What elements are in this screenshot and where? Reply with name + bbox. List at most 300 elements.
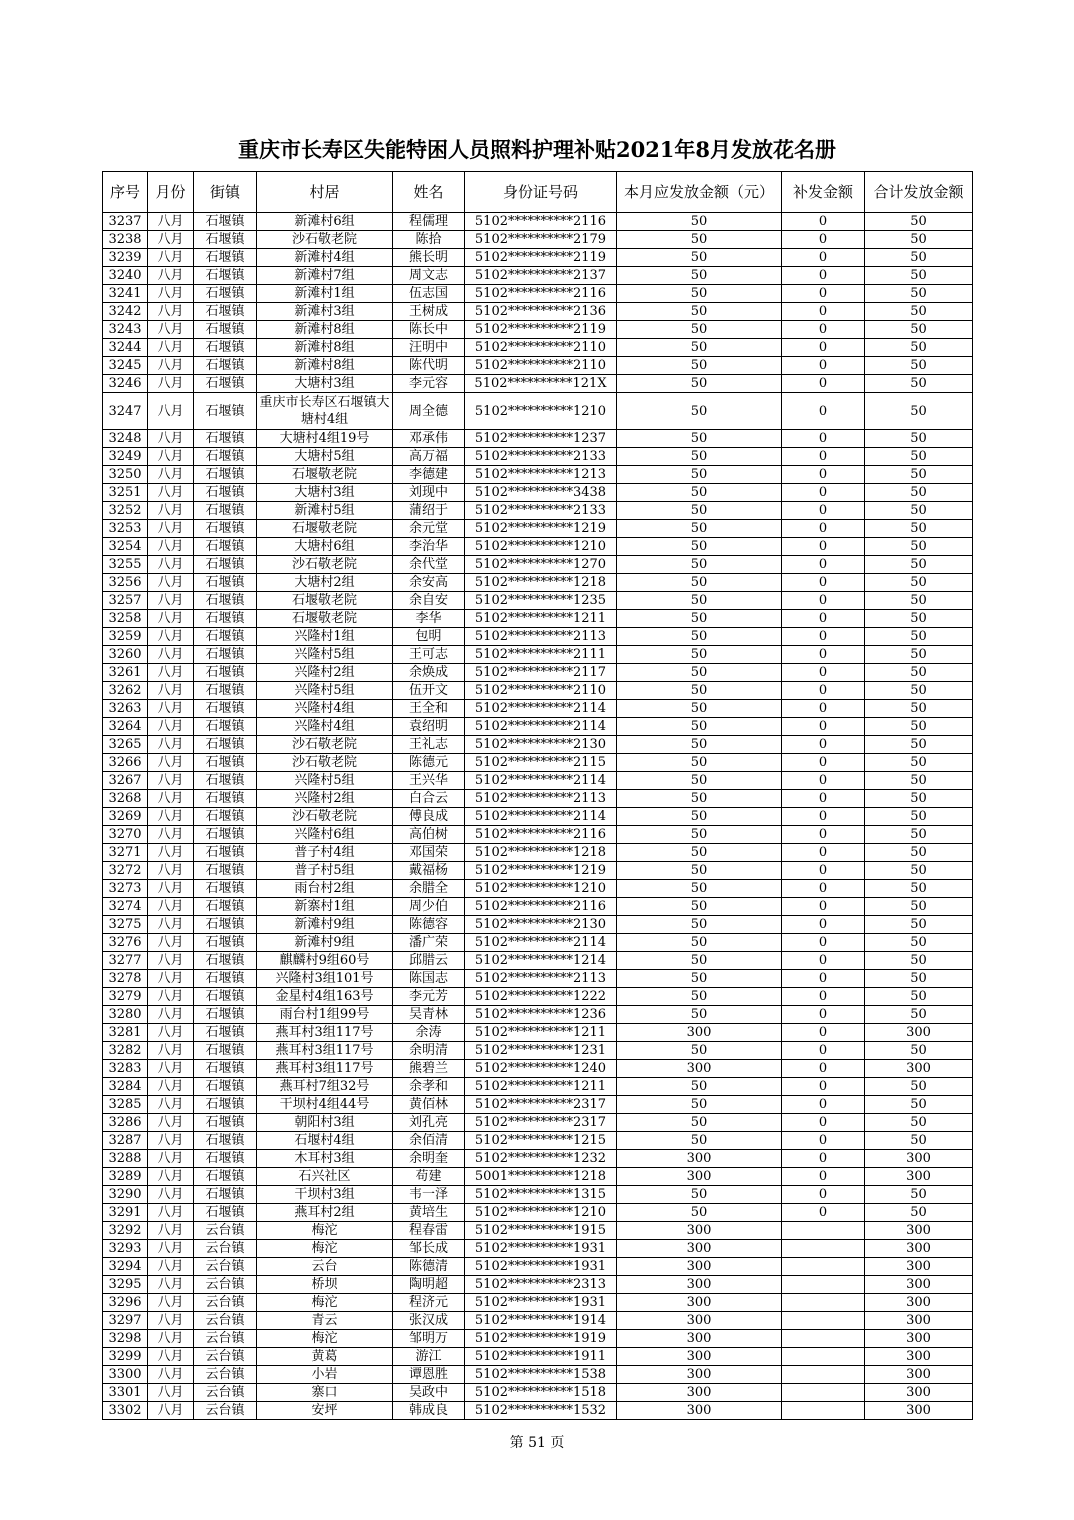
cell-town: 石堰镇 <box>194 646 257 664</box>
table-row <box>103 772 973 790</box>
cell-total-amount: 50 <box>865 754 973 772</box>
cell-id-number: 5102**********1518 <box>465 1384 617 1402</box>
cell-name: 余腊全 <box>393 880 465 898</box>
cell-town: 石堰镇 <box>194 484 257 502</box>
cell-month: 八月 <box>148 916 194 934</box>
cell-amount-due: 50 <box>617 898 782 916</box>
cell-total-amount: 50 <box>865 375 973 393</box>
table-row <box>103 303 973 321</box>
cell-month: 八月 <box>148 772 194 790</box>
cell-village: 沙石敬老院 <box>257 556 393 574</box>
cell-town: 石堰镇 <box>194 898 257 916</box>
cell-amount-due: 50 <box>617 1096 782 1114</box>
cell-month: 八月 <box>148 1006 194 1024</box>
cell-village: 金星村4组163号 <box>257 988 393 1006</box>
cell-name: 余孝和 <box>393 1078 465 1096</box>
cell-name: 韦一泽 <box>393 1186 465 1204</box>
cell-town: 石堰镇 <box>194 790 257 808</box>
table-row <box>103 718 973 736</box>
cell-id-number: 5102**********2111 <box>465 646 617 664</box>
cell-reissue-amount: 0 <box>782 285 865 303</box>
cell-id-number: 5102**********1211 <box>465 1078 617 1096</box>
cell-month: 八月 <box>148 808 194 826</box>
cell-month: 八月 <box>148 754 194 772</box>
cell-total-amount: 50 <box>865 484 973 502</box>
cell-name: 余安高 <box>393 574 465 592</box>
cell-town: 石堰镇 <box>194 285 257 303</box>
cell-seq: 3246 <box>103 375 148 393</box>
cell-month: 八月 <box>148 375 194 393</box>
cell-amount-due: 50 <box>617 1132 782 1150</box>
cell-reissue-amount: 0 <box>782 267 865 285</box>
cell-seq: 3301 <box>103 1384 148 1402</box>
header-town: 街镇 <box>194 172 257 213</box>
cell-name: 程儒理 <box>393 213 465 231</box>
cell-town: 石堰镇 <box>194 321 257 339</box>
cell-reissue-amount <box>782 1330 865 1348</box>
cell-id-number: 5102**********1931 <box>465 1258 617 1276</box>
cell-name: 王礼志 <box>393 736 465 754</box>
cell-village: 兴隆村3组101号 <box>257 970 393 988</box>
cell-total-amount: 50 <box>865 610 973 628</box>
cell-town: 云台镇 <box>194 1294 257 1312</box>
cell-id-number: 5102**********1915 <box>465 1222 617 1240</box>
table-row <box>103 952 973 970</box>
cell-seq: 3290 <box>103 1186 148 1204</box>
cell-village: 青云 <box>257 1312 393 1330</box>
cell-amount-due: 50 <box>617 934 782 952</box>
cell-village: 寨口 <box>257 1384 393 1402</box>
table-row <box>103 862 973 880</box>
cell-village: 燕耳村7组32号 <box>257 1078 393 1096</box>
cell-town: 云台镇 <box>194 1258 257 1276</box>
cell-town: 石堰镇 <box>194 1096 257 1114</box>
cell-village: 重庆市长寿区石堰镇大塘村4组 <box>257 393 393 430</box>
cell-amount-due: 50 <box>617 790 782 808</box>
cell-month: 八月 <box>148 988 194 1006</box>
table-row <box>103 700 973 718</box>
cell-id-number: 5001**********1218 <box>465 1168 617 1186</box>
cell-total-amount: 50 <box>865 1078 973 1096</box>
cell-id-number: 5102**********2115 <box>465 754 617 772</box>
cell-total-amount: 50 <box>865 808 973 826</box>
cell-reissue-amount: 0 <box>782 592 865 610</box>
cell-total-amount: 50 <box>865 844 973 862</box>
cell-month: 八月 <box>148 1366 194 1384</box>
cell-total-amount: 50 <box>865 556 973 574</box>
cell-town: 石堰镇 <box>194 934 257 952</box>
table-row <box>103 1294 973 1312</box>
cell-seq: 3276 <box>103 934 148 952</box>
table-row <box>103 448 973 466</box>
cell-amount-due: 300 <box>617 1060 782 1078</box>
cell-village: 普子村4组 <box>257 844 393 862</box>
cell-amount-due: 50 <box>617 826 782 844</box>
cell-seq: 3298 <box>103 1330 148 1348</box>
table-row <box>103 646 973 664</box>
cell-total-amount: 300 <box>865 1168 973 1186</box>
cell-name: 陶明超 <box>393 1276 465 1294</box>
cell-reissue-amount: 0 <box>782 952 865 970</box>
cell-town: 石堰镇 <box>194 538 257 556</box>
cell-seq: 3260 <box>103 646 148 664</box>
cell-month: 八月 <box>148 1384 194 1402</box>
cell-reissue-amount: 0 <box>782 790 865 808</box>
cell-id-number: 5102**********1210 <box>465 880 617 898</box>
cell-name: 傅良成 <box>393 808 465 826</box>
cell-reissue-amount <box>782 1294 865 1312</box>
cell-village: 兴隆村4组 <box>257 700 393 718</box>
cell-amount-due: 50 <box>617 754 782 772</box>
cell-month: 八月 <box>148 1204 194 1222</box>
cell-seq: 3300 <box>103 1366 148 1384</box>
cell-amount-due: 50 <box>617 484 782 502</box>
cell-seq: 3251 <box>103 484 148 502</box>
header-seq: 序号 <box>103 172 148 213</box>
cell-total-amount: 50 <box>865 1006 973 1024</box>
cell-reissue-amount: 0 <box>782 988 865 1006</box>
cell-amount-due: 50 <box>617 466 782 484</box>
cell-seq: 3291 <box>103 1204 148 1222</box>
cell-reissue-amount: 0 <box>782 1078 865 1096</box>
cell-amount-due: 50 <box>617 682 782 700</box>
cell-name: 邹长成 <box>393 1240 465 1258</box>
cell-seq: 3299 <box>103 1348 148 1366</box>
cell-village: 新寨村1组 <box>257 898 393 916</box>
cell-id-number: 5102**********1911 <box>465 1348 617 1366</box>
cell-reissue-amount: 0 <box>782 1132 865 1150</box>
cell-reissue-amount: 0 <box>782 844 865 862</box>
cell-reissue-amount <box>782 1258 865 1276</box>
cell-month: 八月 <box>148 736 194 754</box>
cell-town: 石堰镇 <box>194 844 257 862</box>
cell-month: 八月 <box>148 1294 194 1312</box>
cell-amount-due: 50 <box>617 448 782 466</box>
cell-total-amount: 50 <box>865 538 973 556</box>
cell-id-number: 5102**********2179 <box>465 231 617 249</box>
cell-month: 八月 <box>148 303 194 321</box>
cell-id-number: 5102**********1931 <box>465 1240 617 1258</box>
cell-month: 八月 <box>148 880 194 898</box>
table-row <box>103 1060 973 1078</box>
table-row <box>103 1348 973 1366</box>
cell-id-number: 5102**********1538 <box>465 1366 617 1384</box>
cell-seq: 3259 <box>103 628 148 646</box>
cell-id-number: 5102**********1232 <box>465 1150 617 1168</box>
cell-seq: 3280 <box>103 1006 148 1024</box>
table-row <box>103 970 973 988</box>
cell-total-amount: 300 <box>865 1330 973 1348</box>
cell-id-number: 5102**********2114 <box>465 700 617 718</box>
cell-amount-due: 50 <box>617 357 782 375</box>
cell-amount-due: 50 <box>617 610 782 628</box>
cell-reissue-amount <box>782 1384 865 1402</box>
cell-id-number: 5102**********2116 <box>465 285 617 303</box>
cell-reissue-amount <box>782 1222 865 1240</box>
cell-name: 周文志 <box>393 267 465 285</box>
cell-village: 兴隆村2组 <box>257 664 393 682</box>
cell-month: 八月 <box>148 1168 194 1186</box>
cell-seq: 3289 <box>103 1168 148 1186</box>
table-row <box>103 934 973 952</box>
cell-name: 余元堂 <box>393 520 465 538</box>
cell-amount-due: 50 <box>617 520 782 538</box>
cell-amount-due: 300 <box>617 1150 782 1168</box>
cell-amount-due: 50 <box>617 430 782 448</box>
cell-town: 石堰镇 <box>194 754 257 772</box>
header-name: 姓名 <box>393 172 465 213</box>
cell-total-amount: 50 <box>865 898 973 916</box>
cell-id-number: 5102**********2117 <box>465 664 617 682</box>
cell-month: 八月 <box>148 952 194 970</box>
cell-id-number: 5102**********3438 <box>465 484 617 502</box>
cell-name: 张汉成 <box>393 1312 465 1330</box>
cell-total-amount: 50 <box>865 502 973 520</box>
cell-town: 石堰镇 <box>194 267 257 285</box>
cell-name: 吴青林 <box>393 1006 465 1024</box>
cell-month: 八月 <box>148 1240 194 1258</box>
cell-total-amount: 50 <box>865 952 973 970</box>
cell-town: 石堰镇 <box>194 502 257 520</box>
cell-amount-due: 50 <box>617 267 782 285</box>
cell-name: 邓国荣 <box>393 844 465 862</box>
cell-name: 陈德清 <box>393 1258 465 1276</box>
cell-name: 陈德元 <box>393 754 465 772</box>
cell-name: 余佰清 <box>393 1132 465 1150</box>
table-row <box>103 1168 973 1186</box>
cell-village: 石兴社区 <box>257 1168 393 1186</box>
cell-id-number: 5102**********2114 <box>465 808 617 826</box>
cell-seq: 3263 <box>103 700 148 718</box>
cell-month: 八月 <box>148 898 194 916</box>
table-header-row <box>103 172 973 213</box>
cell-name: 戴福杨 <box>393 862 465 880</box>
table-row <box>103 1114 973 1132</box>
cell-seq: 3287 <box>103 1132 148 1150</box>
cell-reissue-amount: 0 <box>782 574 865 592</box>
cell-seq: 3286 <box>103 1114 148 1132</box>
cell-total-amount: 300 <box>865 1366 973 1384</box>
cell-name: 余代堂 <box>393 556 465 574</box>
cell-name: 余明清 <box>393 1042 465 1060</box>
cell-name: 伍志国 <box>393 285 465 303</box>
cell-total-amount: 50 <box>865 1096 973 1114</box>
cell-total-amount: 300 <box>865 1276 973 1294</box>
cell-name: 邹明万 <box>393 1330 465 1348</box>
cell-total-amount: 50 <box>865 880 973 898</box>
cell-name: 熊碧兰 <box>393 1060 465 1078</box>
cell-seq: 3268 <box>103 790 148 808</box>
cell-amount-due: 50 <box>617 664 782 682</box>
cell-amount-due: 50 <box>617 592 782 610</box>
cell-month: 八月 <box>148 520 194 538</box>
cell-village: 石堰村4组 <box>257 1132 393 1150</box>
cell-id-number: 5102**********1237 <box>465 430 617 448</box>
cell-village: 新滩村8组 <box>257 357 393 375</box>
cell-village: 沙石敬老院 <box>257 808 393 826</box>
cell-month: 八月 <box>148 1186 194 1204</box>
table-row <box>103 736 973 754</box>
cell-amount-due: 50 <box>617 970 782 988</box>
cell-village: 沙石敬老院 <box>257 736 393 754</box>
cell-amount-due: 300 <box>617 1348 782 1366</box>
cell-seq: 3284 <box>103 1078 148 1096</box>
cell-reissue-amount: 0 <box>782 772 865 790</box>
cell-village: 兴隆村6组 <box>257 826 393 844</box>
cell-amount-due: 50 <box>617 249 782 267</box>
cell-month: 八月 <box>148 574 194 592</box>
table-row <box>103 1186 973 1204</box>
cell-name: 程春雷 <box>393 1222 465 1240</box>
table-row <box>103 1132 973 1150</box>
cell-total-amount: 300 <box>865 1024 973 1042</box>
table-row <box>103 249 973 267</box>
cell-amount-due: 50 <box>617 1006 782 1024</box>
table-row <box>103 556 973 574</box>
table-row <box>103 393 973 430</box>
cell-village: 大塘村5组 <box>257 448 393 466</box>
cell-reissue-amount: 0 <box>782 628 865 646</box>
cell-seq: 3241 <box>103 285 148 303</box>
cell-amount-due: 50 <box>617 880 782 898</box>
page-number: 第 51 页 <box>509 1435 565 1451</box>
cell-amount-due: 50 <box>617 1042 782 1060</box>
cell-id-number: 5102**********2116 <box>465 826 617 844</box>
cell-seq: 3265 <box>103 736 148 754</box>
header-id-number: 身份证号码 <box>465 172 617 213</box>
cell-id-number: 5102**********2313 <box>465 1276 617 1294</box>
cell-total-amount: 50 <box>865 934 973 952</box>
header-village: 村居 <box>257 172 393 213</box>
cell-total-amount: 50 <box>865 357 973 375</box>
cell-month: 八月 <box>148 231 194 249</box>
cell-village: 黄葛 <box>257 1348 393 1366</box>
cell-id-number: 5102**********1214 <box>465 952 617 970</box>
cell-village: 燕耳村3组117号 <box>257 1024 393 1042</box>
table-row <box>103 916 973 934</box>
cell-reissue-amount: 0 <box>782 862 865 880</box>
cell-total-amount: 50 <box>865 574 973 592</box>
cell-id-number: 5102**********2113 <box>465 970 617 988</box>
cell-month: 八月 <box>148 700 194 718</box>
cell-amount-due: 300 <box>617 1366 782 1384</box>
cell-reissue-amount: 0 <box>782 502 865 520</box>
table-row <box>103 520 973 538</box>
cell-seq: 3282 <box>103 1042 148 1060</box>
cell-reissue-amount: 0 <box>782 393 865 430</box>
cell-name: 韩成良 <box>393 1402 465 1420</box>
cell-month: 八月 <box>148 1078 194 1096</box>
cell-id-number: 5102**********1914 <box>465 1312 617 1330</box>
cell-total-amount: 300 <box>865 1384 973 1402</box>
cell-id-number: 5102**********2113 <box>465 790 617 808</box>
cell-total-amount: 50 <box>865 592 973 610</box>
cell-reissue-amount <box>782 1402 865 1420</box>
cell-amount-due: 50 <box>617 213 782 231</box>
cell-total-amount: 300 <box>865 1258 973 1276</box>
cell-name: 谭恩胜 <box>393 1366 465 1384</box>
cell-reissue-amount: 0 <box>782 520 865 538</box>
cell-month: 八月 <box>148 357 194 375</box>
table-row <box>103 808 973 826</box>
cell-town: 石堰镇 <box>194 249 257 267</box>
cell-amount-due: 50 <box>617 303 782 321</box>
cell-amount-due: 50 <box>617 375 782 393</box>
cell-month: 八月 <box>148 1060 194 1078</box>
header-amount-due: 本月应发放金额（元） <box>617 172 782 213</box>
cell-name: 白合云 <box>393 790 465 808</box>
cell-seq: 3240 <box>103 267 148 285</box>
cell-name: 邓承伟 <box>393 430 465 448</box>
cell-total-amount: 300 <box>865 1312 973 1330</box>
cell-seq: 3239 <box>103 249 148 267</box>
cell-id-number: 5102**********1270 <box>465 556 617 574</box>
cell-total-amount: 50 <box>865 736 973 754</box>
cell-total-amount: 50 <box>865 988 973 1006</box>
cell-month: 八月 <box>148 285 194 303</box>
cell-amount-due: 50 <box>617 772 782 790</box>
cell-town: 石堰镇 <box>194 970 257 988</box>
cell-total-amount: 50 <box>865 303 973 321</box>
cell-village: 新滩村9组 <box>257 934 393 952</box>
cell-id-number: 5102**********1222 <box>465 988 617 1006</box>
cell-town: 石堰镇 <box>194 1132 257 1150</box>
cell-total-amount: 50 <box>865 267 973 285</box>
cell-id-number: 5102**********1219 <box>465 862 617 880</box>
cell-id-number: 5102**********1236 <box>465 1006 617 1024</box>
cell-month: 八月 <box>148 1330 194 1348</box>
cell-month: 八月 <box>148 1258 194 1276</box>
cell-reissue-amount: 0 <box>782 213 865 231</box>
cell-town: 石堰镇 <box>194 303 257 321</box>
cell-total-amount: 300 <box>865 1222 973 1240</box>
table-row <box>103 1312 973 1330</box>
cell-town: 石堰镇 <box>194 988 257 1006</box>
cell-amount-due: 300 <box>617 1258 782 1276</box>
cell-village: 大塘村4组19号 <box>257 430 393 448</box>
cell-seq: 3244 <box>103 339 148 357</box>
table-row <box>103 1366 973 1384</box>
cell-village: 兴隆村5组 <box>257 646 393 664</box>
cell-id-number: 5102**********1211 <box>465 610 617 628</box>
cell-name: 李元芳 <box>393 988 465 1006</box>
cell-amount-due: 50 <box>617 321 782 339</box>
cell-total-amount: 50 <box>865 646 973 664</box>
cell-id-number: 5102**********1235 <box>465 592 617 610</box>
cell-seq: 3261 <box>103 664 148 682</box>
table-row <box>103 1276 973 1294</box>
cell-total-amount: 50 <box>865 1132 973 1150</box>
table-row <box>103 898 973 916</box>
cell-seq: 3274 <box>103 898 148 916</box>
cell-id-number: 5102**********2110 <box>465 682 617 700</box>
cell-village: 新滩村3组 <box>257 303 393 321</box>
cell-amount-due: 50 <box>617 988 782 1006</box>
cell-reissue-amount: 0 <box>782 700 865 718</box>
table-row <box>103 375 973 393</box>
table-row <box>103 1042 973 1060</box>
cell-reissue-amount: 0 <box>782 484 865 502</box>
table-row <box>103 1150 973 1168</box>
table-row <box>103 466 973 484</box>
cell-month: 八月 <box>148 213 194 231</box>
cell-name: 熊长明 <box>393 249 465 267</box>
table-row <box>103 754 973 772</box>
cell-id-number: 5102**********1315 <box>465 1186 617 1204</box>
cell-total-amount: 50 <box>865 1114 973 1132</box>
cell-name: 包明 <box>393 628 465 646</box>
cell-total-amount: 300 <box>865 1240 973 1258</box>
